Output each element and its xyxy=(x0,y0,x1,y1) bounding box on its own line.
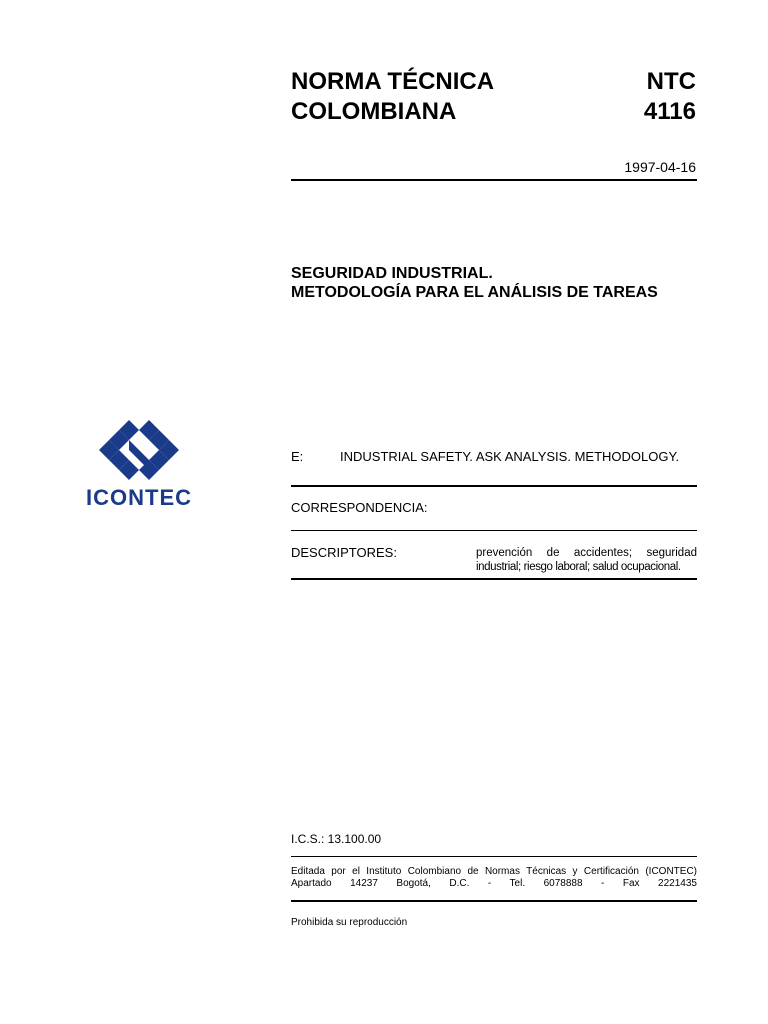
subject-line-2: METODOLOGÍA PARA EL ANÁLISIS DE TAREAS xyxy=(291,284,658,301)
english-title-label: E: xyxy=(291,449,304,464)
footer-bottom-divider xyxy=(291,900,697,902)
icontec-logo xyxy=(80,415,198,515)
icontec-n-logo-icon xyxy=(80,415,198,485)
descriptores-divider xyxy=(291,578,697,580)
publisher-line: Editada por el Instituto Colombiano de Normas Técnicas y Certificación (ICONTEC) xyxy=(291,866,697,877)
document-title-line-2: COLOMBIANA xyxy=(291,98,457,125)
descriptores-label: DESCRIPTORES: xyxy=(291,545,397,560)
document-title-line-1: NORMA TÉCNICA xyxy=(291,68,495,95)
standard-code-number: 4116 xyxy=(643,98,696,125)
standard-code-prefix: NTC xyxy=(646,68,696,95)
contact-line: Apartado 14237 Bogotá, D.C. - Tel. 6078888 - Fax 2221435 xyxy=(291,878,697,889)
descriptores-line-2: industrial; riesgo laboral; salud ocupacional. xyxy=(476,561,681,573)
english-divider xyxy=(291,485,697,487)
footer-top-divider xyxy=(291,856,697,857)
english-title-text: INDUSTRIAL SAFETY. ASK ANALYSIS. METHODOLOGY. xyxy=(340,449,680,464)
publication-date: 1997-04-16 xyxy=(624,159,696,175)
subject-line-1: SEGURIDAD INDUSTRIAL. xyxy=(291,265,493,282)
ics-code: I.C.S.: 13.100.00 xyxy=(291,832,382,846)
header-divider xyxy=(291,179,697,181)
icontec-logo-text: ICONTEC xyxy=(86,485,192,510)
correspondencia-divider xyxy=(291,530,697,531)
descriptores-line-1: prevención de accidentes; seguridad xyxy=(476,547,697,559)
correspondencia-label: CORRESPONDENCIA: xyxy=(291,500,428,515)
reproduction-notice: Prohibida su reproducción xyxy=(291,917,408,928)
